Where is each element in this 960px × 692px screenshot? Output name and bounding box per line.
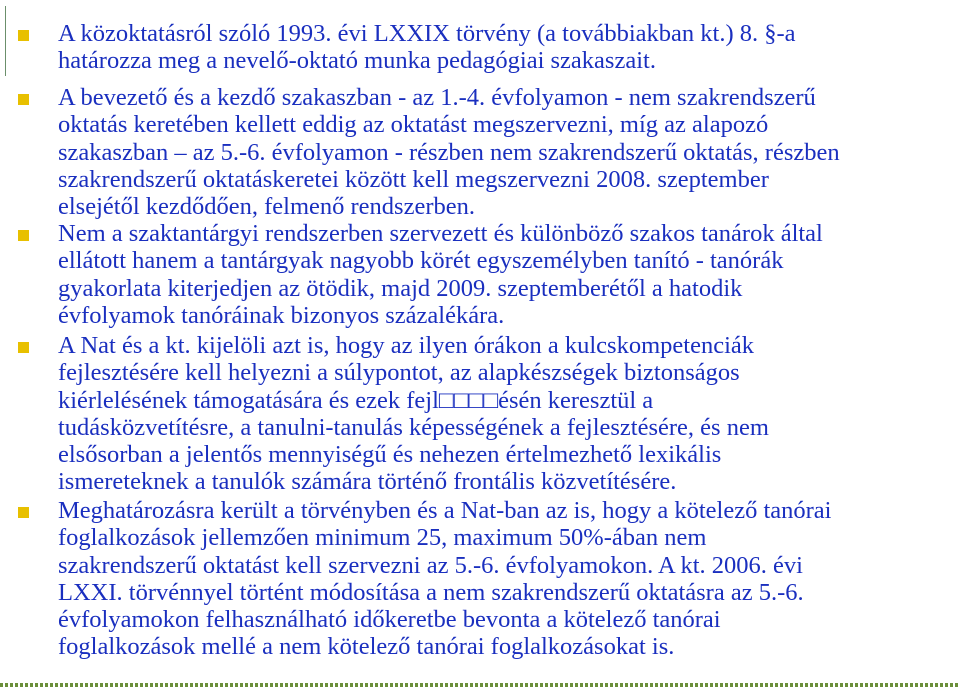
square-bullet-icon [18,230,29,241]
corner-decoration-line [5,6,6,76]
list-item-text: A Nat és a kt. kijelöli azt is, hogy az ilyen órákon a kulcskompetenciák fejlesztésére kell helyezni a súlypontot, az alapkészségek biztonságos kiérlelésének támogatására és ezek fejl□□□□ésén keresztül a tudásközvetítésre, a tanulni-tanulás képességének a fejlesztésére, és nem elsősorban a jelentős mennyiségű és nehezen értelmezhető lexikális ismereteknek a tanulók számára történő frontális közvetítésére. [58,332,769,496]
list-item-text: A bevezető és a kezdő szakaszban - az 1.-4. évfolyamon - nem szakrendszerű oktatás keretében kellett eddig az oktatást megszervezni, míg az alapozó szakaszban – az 5.-6. évfolyamon - részben nem szakrendszerű oktatás, részben szakrendszerű oktatáskeretei között kell megszervezni 2008. szeptember elsejétől kezdődően, felmenő rendszerben. [58,84,840,221]
list-item-text: A közoktatásról szóló 1993. évi LXXIX törvény (a továbbiakban kt.) 8. §-a határozza meg a nevelő-oktató munka pedagógiai szakaszait. [58,20,796,75]
square-bullet-icon [18,30,29,41]
square-bullet-icon [18,507,29,518]
square-bullet-icon [18,94,29,105]
list-item-text: Nem a szaktantárgyi rendszerben szervezett és különböző szakos tanárok által ellátott hanem a tantárgyak nagyobb körét egyszemélyben tanító - tanórák gyakorlata kiterjedjen az ötödik, majd 2009. szeptemberétől a hatodik évfolyamok tanóráinak bizonyos százalékára. [58,220,823,329]
list-item-text: Meghatározásra került a törvényben és a Nat-ban az is, hogy a kötelező tanórai foglalkozások jellemzően minimum 25, maximum 50%-ában nem szakrendszerű oktatást kell szervezni az 5.-6. évfolyamokon. A kt. 2006. évi LXXI. törvénnyel történt módosítása a nem szakrendszerű oktatásra az 5.-6. évfolyamokon felhasználható időkeretbe bevonta a kötelező tanórai foglalkozások mellé a nem kötelező tanórai foglalkozásokat is. [58,497,832,661]
square-bullet-icon [18,342,29,353]
bottom-divider [0,683,960,687]
